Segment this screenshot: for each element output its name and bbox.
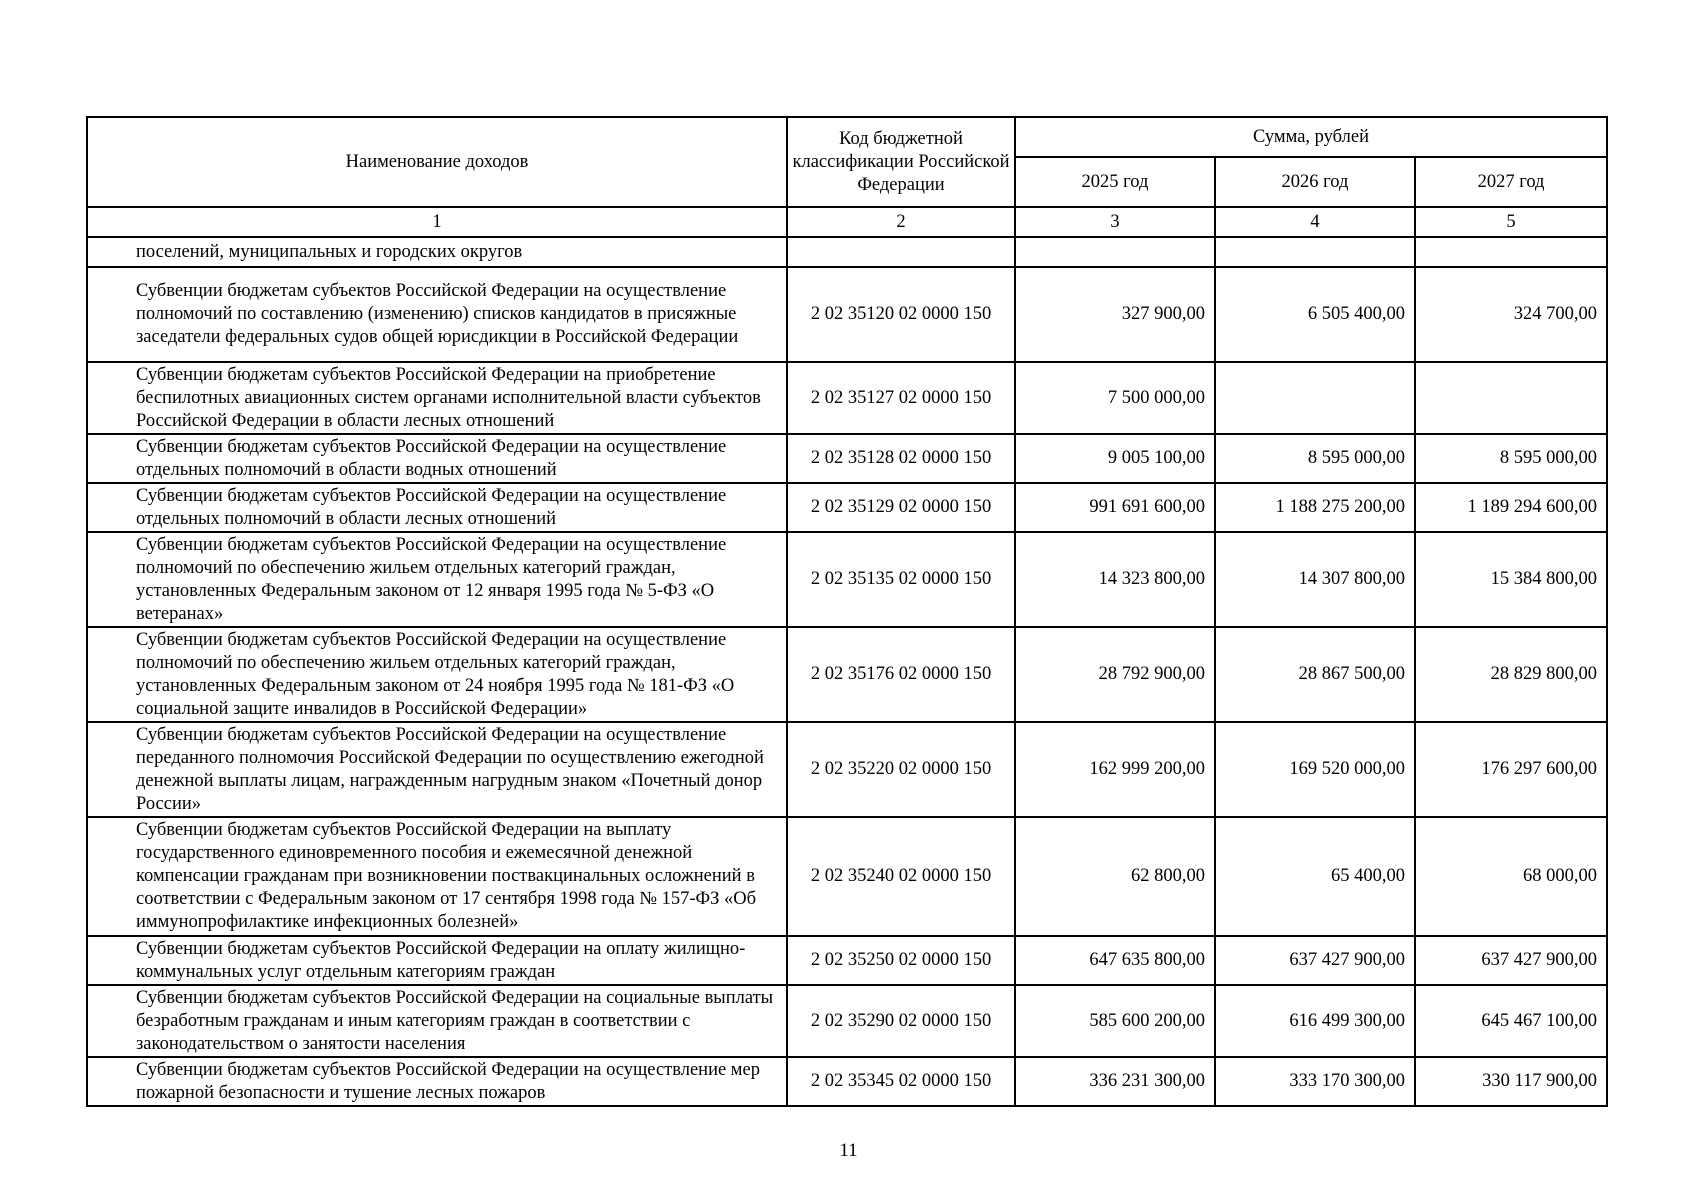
amount-2025: 7 500 000,00: [1015, 362, 1215, 434]
table-row: [87, 627, 1607, 722]
revenue-name: Субвенции бюджетам субъектов Российской Федерации на оплату жилищно-коммунальных услуг отдельным категориям граждан: [87, 936, 787, 985]
budget-code: 2 02 35290 02 0000 150: [787, 985, 1015, 1057]
amount-2025: 9 005 100,00: [1015, 434, 1215, 483]
table-row-continuation: [87, 237, 1607, 267]
amount-2025: 991 691 600,00: [1015, 483, 1215, 532]
revenue-name: Субвенции бюджетам субъектов Российской Федерации на выплату государственного единовременного пособия и ежемесячной денежной компенсации гражданам при возникновении поствакцинальных осложнений в соответствии с Федеральным законом от 17 сентября 1998 года № 157-ФЗ «Об иммунопрофилактике инфекционных болезней»: [87, 817, 787, 936]
amount-2027: 330 117 900,00: [1415, 1057, 1607, 1106]
revenue-name: Субвенции бюджетам субъектов Российской Федерации на осуществление полномочий по обеспечению жильем отдельных категорий граждан, установленных Федеральным законом от 12 января 1995 года № 5-ФЗ «О ветеранах»: [87, 532, 787, 627]
budget-code: 2 02 35127 02 0000 150: [787, 362, 1015, 434]
amount-2025: 647 635 800,00: [1015, 936, 1215, 985]
table-row: [87, 722, 1607, 817]
budget-revenue-table: [86, 116, 1608, 1107]
header-revenue-name: Наименование доходов: [87, 117, 787, 207]
budget-code: 2 02 35129 02 0000 150: [787, 483, 1015, 532]
table-row: [87, 985, 1607, 1057]
column-number: 4: [1215, 207, 1415, 237]
table-row: [87, 817, 1607, 936]
budget-code: 2 02 35120 02 0000 150: [787, 267, 1015, 362]
amount-2026: 333 170 300,00: [1215, 1057, 1415, 1106]
table-row: [87, 434, 1607, 483]
amount-2027: [1415, 237, 1607, 267]
revenue-name: Субвенции бюджетам субъектов Российской Федерации на осуществление отдельных полномочий в области водных отношений: [87, 434, 787, 483]
budget-code: 2 02 35176 02 0000 150: [787, 627, 1015, 722]
budget-code: [787, 237, 1015, 267]
table-row: [87, 936, 1607, 985]
header-year-2026: 2026 год: [1215, 157, 1415, 207]
table-row: [87, 267, 1607, 362]
amount-2026: [1215, 237, 1415, 267]
budget-code: 2 02 35240 02 0000 150: [787, 817, 1015, 936]
amount-2026: 637 427 900,00: [1215, 936, 1415, 985]
table-row: [87, 362, 1607, 434]
table-row: [87, 1057, 1607, 1106]
budget-code: 2 02 35128 02 0000 150: [787, 434, 1015, 483]
amount-2026: 65 400,00: [1215, 817, 1415, 936]
column-number: 1: [87, 207, 787, 237]
amount-2026: 169 520 000,00: [1215, 722, 1415, 817]
amount-2026: 8 595 000,00: [1215, 434, 1415, 483]
amount-2025: 585 600 200,00: [1015, 985, 1215, 1057]
table-row: [87, 483, 1607, 532]
amount-2027: 68 000,00: [1415, 817, 1607, 936]
amount-2027: 1 189 294 600,00: [1415, 483, 1607, 532]
amount-2027: 28 829 800,00: [1415, 627, 1607, 722]
header-sum-rubles: Сумма, рублей: [1015, 117, 1607, 157]
revenue-name: Субвенции бюджетам субъектов Российской Федерации на социальные выплаты безработным гражданам и иным категориям граждан в соответствии с законодательством о занятости населения: [87, 985, 787, 1057]
column-number-row: [87, 207, 1607, 237]
table-header: [87, 117, 1607, 237]
amount-2025: 162 999 200,00: [1015, 722, 1215, 817]
amount-2026: 28 867 500,00: [1215, 627, 1415, 722]
table-row: [87, 532, 1607, 627]
revenue-name: Субвенции бюджетам субъектов Российской Федерации на осуществление мер пожарной безопасности и тушение лесных пожаров: [87, 1057, 787, 1106]
budget-code: 2 02 35135 02 0000 150: [787, 532, 1015, 627]
amount-2025: 327 900,00: [1015, 267, 1215, 362]
budget-code: 2 02 35250 02 0000 150: [787, 936, 1015, 985]
revenue-name: Субвенции бюджетам субъектов Российской Федерации на приобретение беспилотных авиационных систем органами исполнительной власти субъектов Российской Федерации в области лесных отношений: [87, 362, 787, 434]
revenue-name: Субвенции бюджетам субъектов Российской Федерации на осуществление отдельных полномочий в области лесных отношений: [87, 483, 787, 532]
table-body: [87, 237, 1607, 1106]
amount-2027: 15 384 800,00: [1415, 532, 1607, 627]
amount-2026: 14 307 800,00: [1215, 532, 1415, 627]
revenue-name: Субвенции бюджетам субъектов Российской Федерации на осуществление полномочий по составлению (изменению) списков кандидатов в присяжные заседатели федеральных судов общей юрисдикции в Российской Федерации: [87, 267, 787, 362]
amount-2027: 8 595 000,00: [1415, 434, 1607, 483]
header-budget-code: Код бюджетной классификации Российской Федерации: [787, 117, 1015, 207]
amount-2025: 62 800,00: [1015, 817, 1215, 936]
amount-2026: 1 188 275 200,00: [1215, 483, 1415, 532]
page-number: 11: [839, 1140, 858, 1161]
column-number: 2: [787, 207, 1015, 237]
amount-2025: 336 231 300,00: [1015, 1057, 1215, 1106]
header-year-2027: 2027 год: [1415, 157, 1607, 207]
amount-2026: [1215, 362, 1415, 434]
amount-2026: 616 499 300,00: [1215, 985, 1415, 1057]
amount-2026: 6 505 400,00: [1215, 267, 1415, 362]
budget-code: 2 02 35220 02 0000 150: [787, 722, 1015, 817]
amount-2025: 28 792 900,00: [1015, 627, 1215, 722]
revenue-name: поселений, муниципальных и городских округов: [87, 237, 787, 267]
amount-2027: 176 297 600,00: [1415, 722, 1607, 817]
amount-2027: 324 700,00: [1415, 267, 1607, 362]
budget-code: 2 02 35345 02 0000 150: [787, 1057, 1015, 1106]
amount-2025: [1015, 237, 1215, 267]
column-number: 5: [1415, 207, 1607, 237]
amount-2027: 637 427 900,00: [1415, 936, 1607, 985]
amount-2025: 14 323 800,00: [1015, 532, 1215, 627]
header-year-2025: 2025 год: [1015, 157, 1215, 207]
column-number: 3: [1015, 207, 1215, 237]
amount-2027: 645 467 100,00: [1415, 985, 1607, 1057]
revenue-name: Субвенции бюджетам субъектов Российской Федерации на осуществление переданного полномочия Российской Федерации по осуществлению ежегодной денежной выплаты лицам, награжденным нагрудным знаком «Почетный донор России»: [87, 722, 787, 817]
revenue-name: Субвенции бюджетам субъектов Российской Федерации на осуществление полномочий по обеспечению жильем отдельных категорий граждан, установленных Федеральным законом от 24 ноября 1995 года № 181-ФЗ «О социальной защите инвалидов в Российской Федерации»: [87, 627, 787, 722]
amount-2027: [1415, 362, 1607, 434]
